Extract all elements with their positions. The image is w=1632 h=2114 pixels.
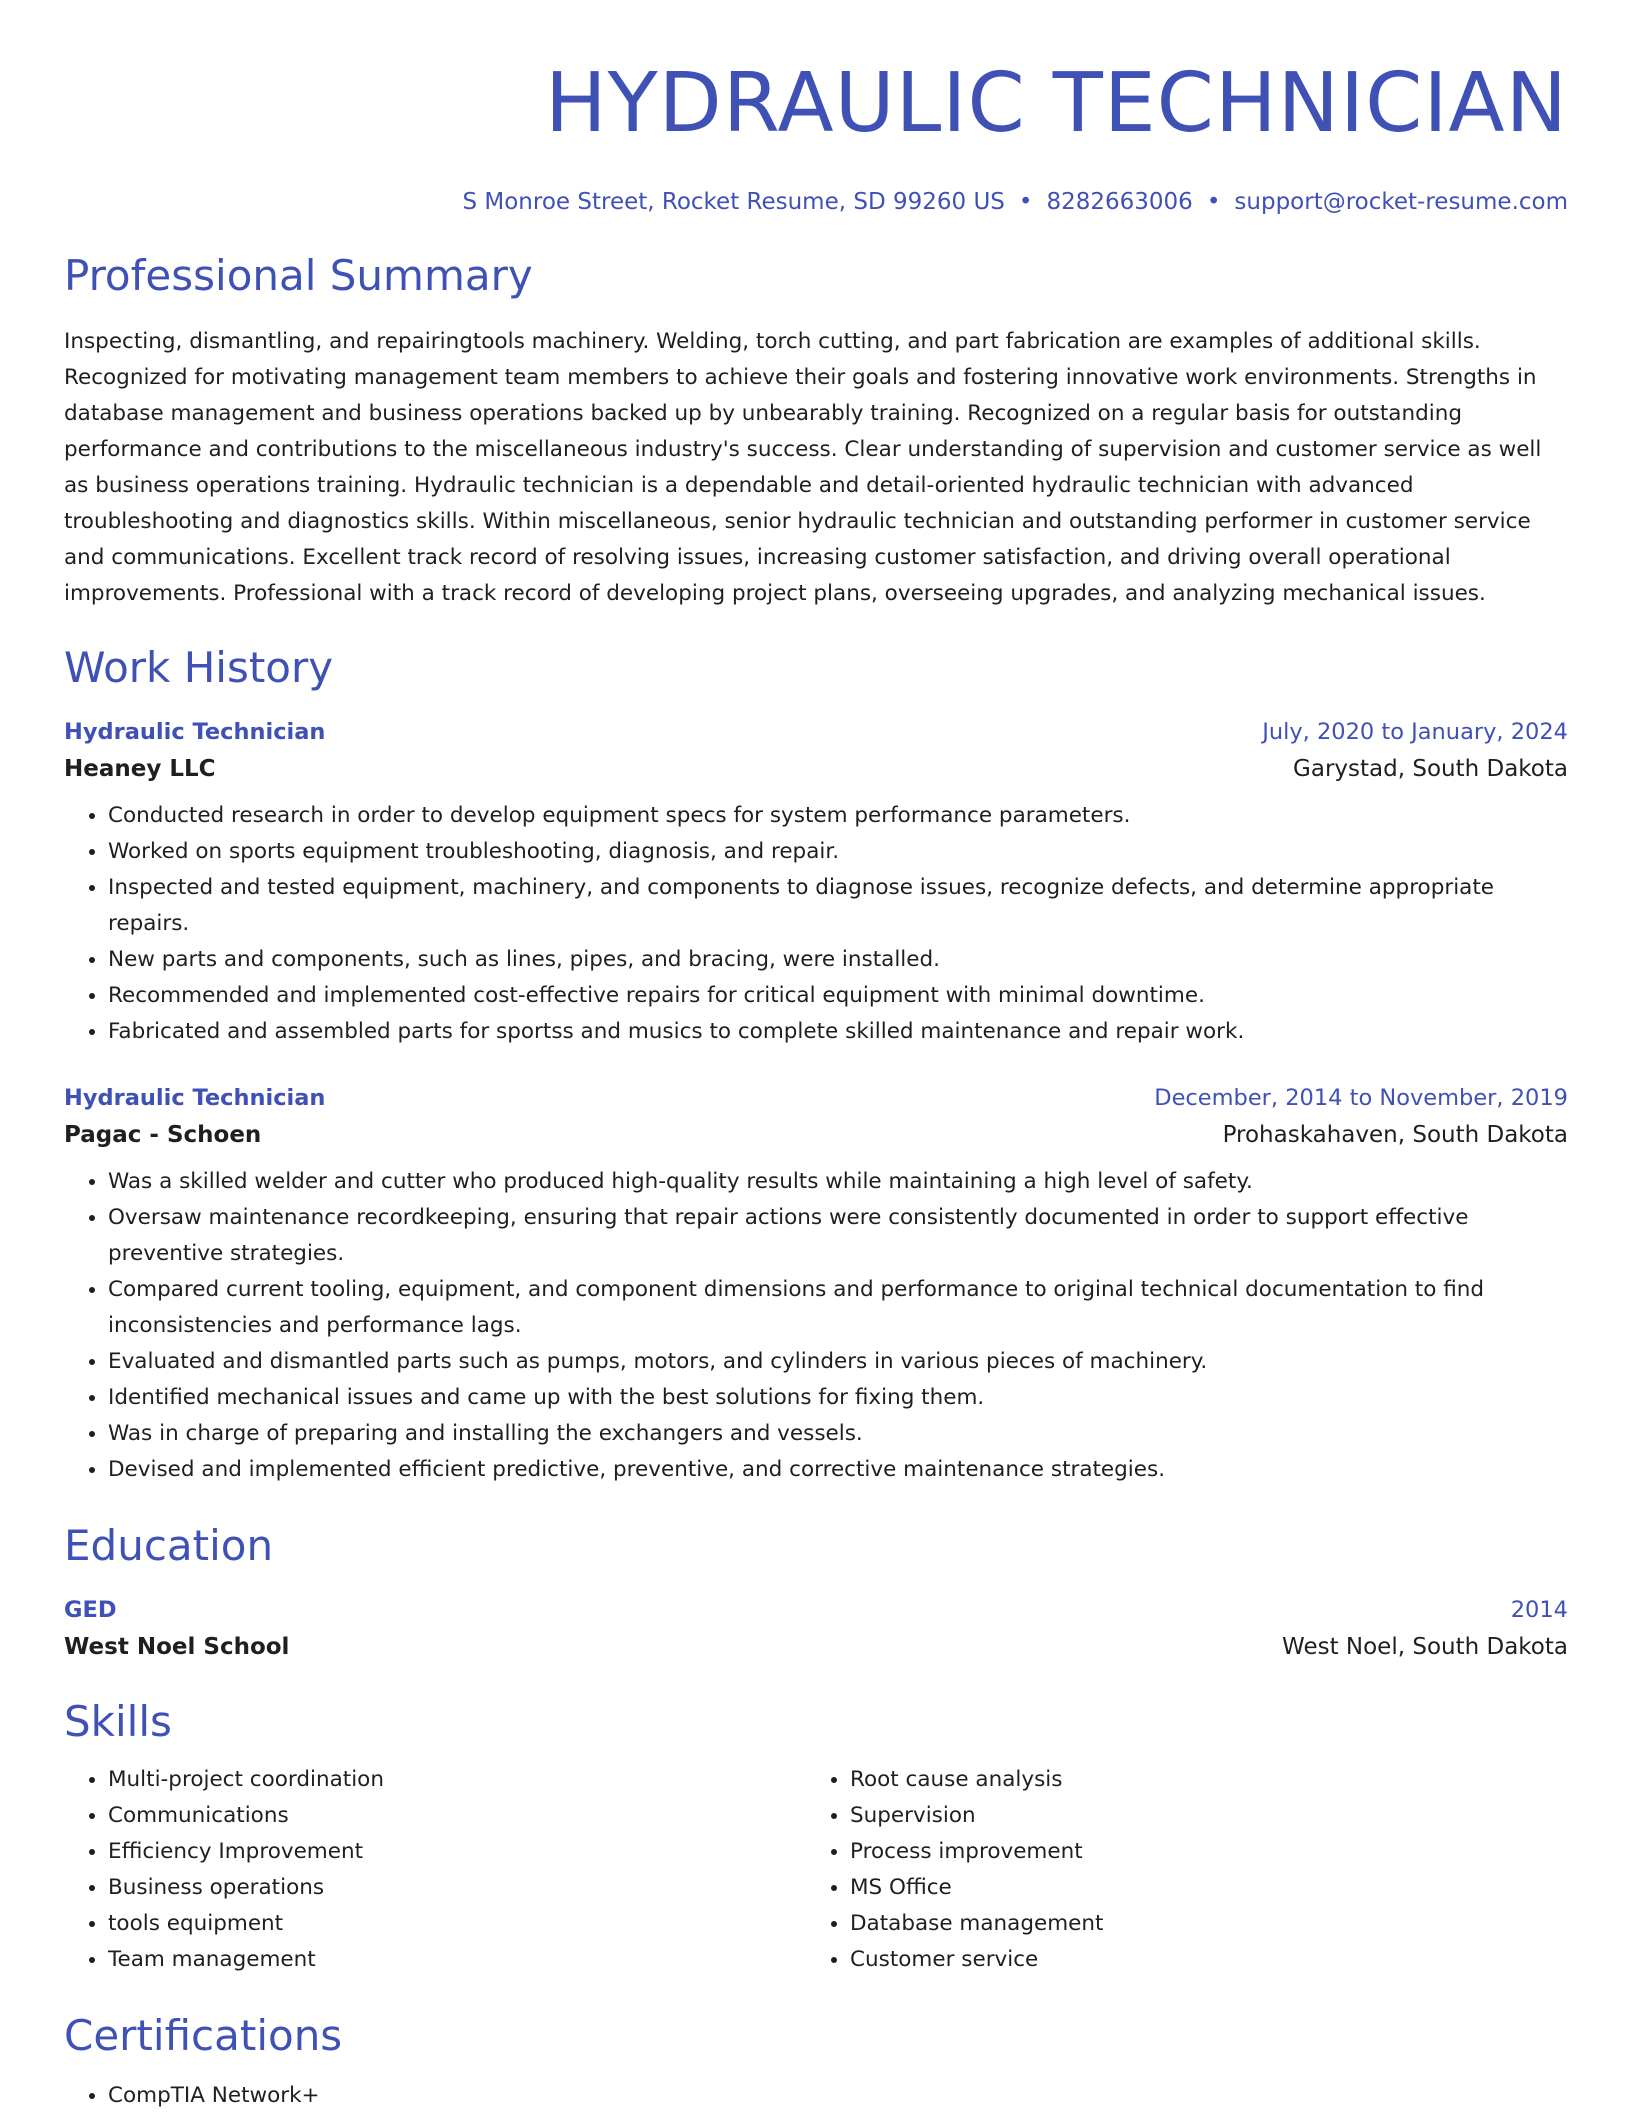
certification-list [64, 2078, 1568, 2114]
skill-item: • Customer service [850, 1942, 1548, 1978]
skills-grid [64, 1762, 1568, 1978]
resume-title: HYDRAULIC TECHNICIAN [544, 56, 1568, 151]
job-employer: Heaney LLC [64, 756, 216, 782]
skill-item: • Communications [108, 1798, 806, 1834]
job-bullet: • Recommended and implemented cost-effective repairs for critical equipment with minimal downtime. [108, 978, 1568, 1014]
education-location: West Noel, South Dakota [1282, 1634, 1568, 1660]
skill-item: • Root cause analysis [850, 1762, 1548, 1798]
skill-item: • Business operations [108, 1870, 806, 1906]
skill-item: • MS Office [850, 1870, 1548, 1906]
job-dates: July, 2020 to January, 2024 [1262, 719, 1568, 745]
job-employer: Pagac - Schoen [64, 1122, 262, 1148]
section-heading-summary: Professional Summary [64, 251, 533, 300]
contact-line [64, 186, 1568, 218]
job-dates: December, 2014 to November, 2019 [1154, 1085, 1568, 1111]
contact-address: S Monroe Street, Rocket Resume, SD 99260 US [462, 189, 1005, 215]
job-bullet-list [64, 1164, 1568, 1488]
section-heading-work-history: Work History [64, 643, 334, 692]
section-heading-certifications: Certifications [64, 2011, 343, 2060]
job-bullet: • Conducted research in order to develop equipment specs for system performance parameters. [108, 798, 1568, 834]
skill-item: • Process improvement [850, 1834, 1548, 1870]
skill-item: • Database management [850, 1906, 1548, 1942]
contact-email[interactable]: support@rocket-resume.com [1234, 189, 1568, 215]
education-entry [64, 1592, 1568, 1666]
summary-text: Inspecting, dismantling, and repairingtools machinery. Welding, torch cutting, and part fabrication are examples of additional skills. Recognized for motivating management team members to achieve their goals and fostering innovative work environments. Strengths in database management and business operations backed up by unbearably training. Recognized on a regular basis for outstanding performance and contributions to the miscellaneous industry's success. Clear understanding of supervision and customer service as well as business operations training. Hydraulic technician is a dependable and detail-oriented hydraulic technician with advanced troubleshooting and diagnostics skills. Within miscellaneous, senior hydraulic technician and outstanding performer in customer service and communications. Excellent track record of resolving issues, increasing customer satisfaction, and driving overall operational improvements. Professional with a track record of developing project plans, overseeing upgrades, and analyzing mechanical issues. [64, 329, 1542, 606]
job-entry [64, 714, 1568, 1050]
job-bullet: • Worked on sports equipment troubleshooting, diagnosis, and repair. [108, 834, 1568, 870]
resume-page [64, 0, 1568, 2114]
job-bullet: • Compared current tooling, equipment, and component dimensions and performance to original technical documentation to find inconsistencies and performance lags. [108, 1272, 1568, 1344]
job-bullet: • New parts and components, such as lines, pipes, and bracing, were installed. [108, 942, 1568, 978]
skill-item: • Team management [108, 1942, 806, 1978]
job-location: Garystad, South Dakota [1293, 756, 1568, 782]
skills-list-right [806, 1762, 1548, 1978]
skill-item: • Supervision [850, 1798, 1548, 1834]
section-heading-education: Education [64, 1521, 274, 1570]
contact-separator: • [1018, 189, 1033, 215]
contact-phone: 8282663006 [1046, 189, 1193, 215]
contact-separator: • [1206, 189, 1221, 215]
education-degree: GED [64, 1597, 117, 1623]
skills-list-left [64, 1762, 806, 1978]
job-bullet: • Inspected and tested equipment, machinery, and components to diagnose issues, recognize defects, and determine appropriate repairs. [108, 870, 1568, 942]
skill-item: • Efficiency Improvement [108, 1834, 806, 1870]
skill-item: • tools equipment [108, 1906, 806, 1942]
job-title: Hydraulic Technician [64, 1085, 326, 1111]
job-bullet: • Evaluated and dismantled parts such as pumps, motors, and cylinders in various pieces of machinery. [108, 1344, 1568, 1380]
job-bullet: • Devised and implemented efficient predictive, preventive, and corrective maintenance strategies. [108, 1452, 1568, 1488]
education-school: West Noel School [64, 1634, 290, 1660]
job-bullet: • Was in charge of preparing and installing the exchangers and vessels. [108, 1416, 1568, 1452]
job-location: Prohaskahaven, South Dakota [1222, 1122, 1568, 1148]
certification-item: • CompTIA Network+ [108, 2078, 1568, 2114]
job-title: Hydraulic Technician [64, 719, 326, 745]
job-bullet: • Fabricated and assembled parts for sportss and musics to complete skilled maintenance and repair work. [108, 1014, 1568, 1050]
job-bullet: • Identified mechanical issues and came up with the best solutions for fixing them. [108, 1380, 1568, 1416]
job-bullet-list [64, 798, 1568, 1050]
skill-item: • Multi-project coordination [108, 1762, 806, 1798]
section-heading-skills: Skills [64, 1697, 172, 1746]
job-bullet: • Oversaw maintenance recordkeeping, ensuring that repair actions were consistently documented in order to support effective preventive strategies. [108, 1200, 1568, 1272]
job-entry [64, 1080, 1568, 1488]
education-year: 2014 [1510, 1597, 1568, 1623]
job-bullet: • Was a skilled welder and cutter who produced high-quality results while maintaining a high level of safety. [108, 1164, 1568, 1200]
